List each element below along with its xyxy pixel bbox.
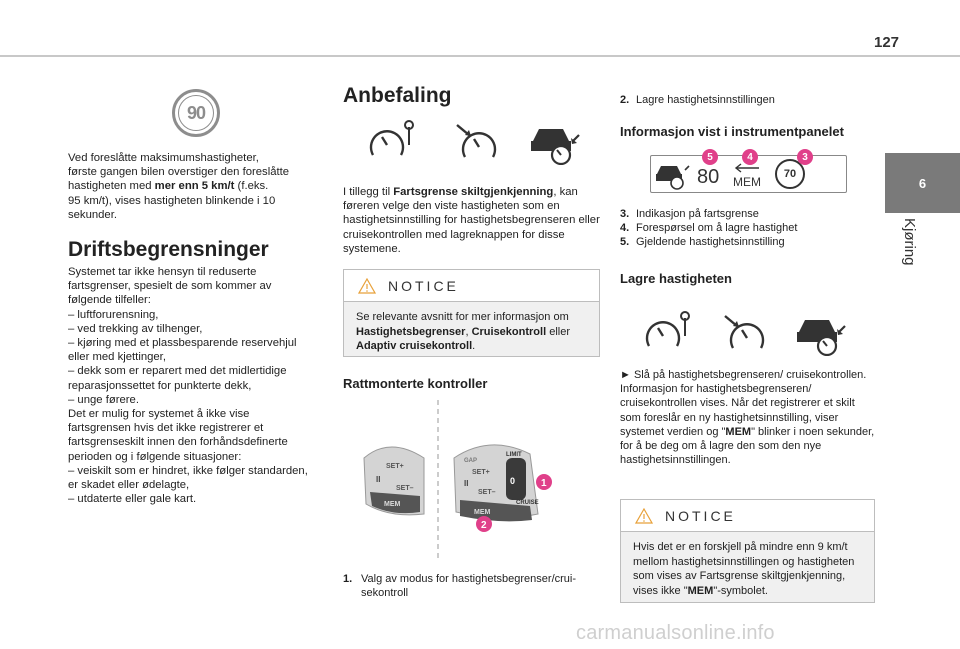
- item-1: [343, 572, 603, 600]
- marker-5-icon: 5: [702, 149, 718, 165]
- legend-4-number: 4.: [620, 222, 630, 235]
- notice-body: Se relevante avsnitt for mer informasjon om Hastighetsbegrenser, Cruisekontroll eller Adaptiv cruisekontroll.: [344, 302, 599, 356]
- marker-2-label: 2: [481, 520, 487, 531]
- header-rule: [0, 55, 960, 57]
- legend-4-text: Forespørsel om å lagre hastighet: [636, 222, 798, 235]
- limitation-line: fartsgrensen hvis det ikke registrerer et: [68, 422, 264, 435]
- cruise-control-icon: [455, 119, 515, 165]
- limitation-line: – ved trekking av tilhenger,: [68, 322, 203, 335]
- adaptive-cruise-small-icon: [655, 160, 691, 190]
- section-heading-limitations: Driftsbegrensninger: [68, 238, 269, 261]
- legend-5-number: 5.: [620, 236, 630, 249]
- limitation-line: perioden og i følgende situasjoner:: [68, 450, 242, 463]
- stalk-label-set-plus: SET+: [386, 463, 404, 470]
- limitation-line: eller med kjettinger,: [68, 351, 166, 364]
- item-1-number: 1.: [343, 573, 353, 585]
- save-speed-paragraph: ► Slå på hastighetsbegrenseren/ cruisekontrollen. Informasjon for hastighetsbegrenseren/ cruisekontrollen vises. Når det registrerer et skilt som foreslår en ny hastighetsinnstilling, viser systemet verdien og "MEM" blinker i noen sekunder, for å be deg om å lagre den som den nye hastighetsinnstillingen.: [620, 369, 875, 467]
- stalk-label-set-plus-right: SET+: [472, 469, 490, 476]
- notice-header: [344, 270, 599, 302]
- limitations-text: [68, 265, 328, 506]
- intro-paragraph: Ved foreslåtte maksimumshastigheter, første gangen bilen overstiger den foreslåtte hastigheten med mer enn 5 km/t (f.eks. 95 km/t), vises hastigheten blinkende i 10 sekunder.: [68, 152, 290, 221]
- limitation-line: – kjøring med et plassbesparende reservehjul: [68, 337, 297, 350]
- limitation-line: Det er mulig for systemet å ikke vise: [68, 408, 250, 421]
- watermark: carmanualsonline.info: [576, 622, 775, 644]
- warning-triangle-icon: [358, 278, 376, 294]
- stalk-label-zero: 0: [510, 476, 516, 486]
- limitation-line: – unge førere.: [68, 393, 139, 406]
- notice-title: NOTICE: [388, 277, 459, 294]
- cluster-speed-sign: 70: [775, 159, 805, 189]
- intro-block: [68, 151, 328, 222]
- chapter-title: Kjøring: [901, 218, 918, 266]
- notice-title-2: NOTICE: [665, 507, 736, 524]
- legend-3-text: Indikasjon på fartsgrense: [636, 208, 759, 220]
- legend-5-text: Gjeldende hastighetsinnstilling: [636, 236, 785, 249]
- limitation-line: – veiskilt som er hindret, ikke følger standarden,: [68, 464, 308, 477]
- recommendation-block: [343, 185, 603, 256]
- marker-1-label: 1: [541, 478, 547, 489]
- limitation-line: – utdaterte eller gale kart.: [68, 493, 197, 506]
- limitation-line: Systemet tar ikke hensyn til reduserte: [68, 266, 257, 278]
- stalk-label-set-minus-right: SET–: [478, 489, 496, 496]
- cluster-mem-label: MEM: [733, 175, 761, 189]
- warning-triangle-icon-2: [635, 508, 653, 524]
- steering-stalk-illustration: [360, 396, 560, 562]
- notice-box-2: [620, 499, 875, 603]
- item-2-number: 2.: [620, 94, 630, 106]
- notice-body-2: Hvis det er en forskjell på mindre enn 9 km/t mellom hastighetsinnstillingen og hastigheten som vises av Fartsgrense skiltgjenkjenning, vises ikke "MEM"-symbolet.: [621, 532, 874, 602]
- cluster-legend: [620, 207, 876, 250]
- stalk-label-gap: GAP: [464, 458, 478, 464]
- stalk-label-cruise: CRUISE: [516, 500, 539, 506]
- section-heading-instrument-info: Informasjon vist i instrumentpanelet: [620, 124, 844, 139]
- speed-limit-sign-icon: [172, 89, 220, 137]
- limitations-block: [68, 265, 328, 506]
- mode-icons-row: [365, 119, 589, 165]
- limitation-line: fartsgrenseskilt innen den forhåndsdefinerte: [68, 436, 288, 449]
- marker-4-icon: 4: [742, 149, 758, 165]
- limitation-line: – luftforurensning,: [68, 308, 159, 321]
- limitation-line: er skadet eller ødelagte,: [68, 479, 190, 492]
- stalk-label-set-minus: SET–: [396, 485, 414, 492]
- cruise-control-icon-2: [723, 310, 783, 356]
- stalk-label-limit: LIMIT: [506, 452, 522, 458]
- item-2: [620, 93, 876, 107]
- cluster-speed-value: 80: [697, 166, 720, 188]
- recommendation-paragraph: I tillegg til Fartsgrense skiltgjenkjenning, kan føreren velge den viste hastigheten som en hastighetsinnstilling for hastighetsbegrenseren eller cruisekontrollen med lagreknappen for disse systemene.: [343, 186, 600, 255]
- section-heading-steering-controls: Rattmonterte kontroller: [343, 376, 488, 391]
- notice-header-2: [621, 500, 874, 532]
- speed-limiter-icon: [365, 119, 425, 165]
- item-1-text: Valg av modus for hastighetsbegrenser/crui-sekontroll: [361, 573, 577, 600]
- section-heading-save-speed: Lagre hastigheten: [620, 271, 732, 286]
- notice-box-1: [343, 269, 600, 357]
- legend-3-number: 3.: [620, 208, 630, 220]
- section-heading-recommendation: Anbefaling: [343, 84, 452, 107]
- speed-limiter-icon-2: [641, 310, 701, 356]
- chapter-tab[interactable]: 6: [885, 153, 960, 213]
- page-number: 127: [874, 34, 900, 51]
- adaptive-cruise-icon-2: [795, 310, 855, 356]
- stalk-label-mem-right: MEM: [474, 509, 491, 516]
- save-speed-block: [620, 368, 876, 467]
- stalk-label-pause: II: [376, 475, 381, 484]
- mode-icons-row-2: [641, 310, 855, 356]
- marker-3-icon: 3: [797, 149, 813, 165]
- adaptive-cruise-icon: [529, 119, 589, 165]
- limitation-line: fartsgrenser, spesielt de som kommer av: [68, 280, 272, 293]
- stalk-label-pause-right: II: [464, 479, 469, 488]
- limitation-line: – dekk som er reparert med det midlertidige: [68, 365, 287, 378]
- speed-limit-value: 90: [178, 95, 214, 131]
- limitation-line: reparasjonssettet for punkterte dekk,: [68, 379, 252, 392]
- limitation-line: følgende tilfeller:: [68, 294, 151, 307]
- item-2-text: Lagre hastighetsinnstillingen: [636, 94, 775, 106]
- stalk-label-mem-left: MEM: [384, 501, 401, 508]
